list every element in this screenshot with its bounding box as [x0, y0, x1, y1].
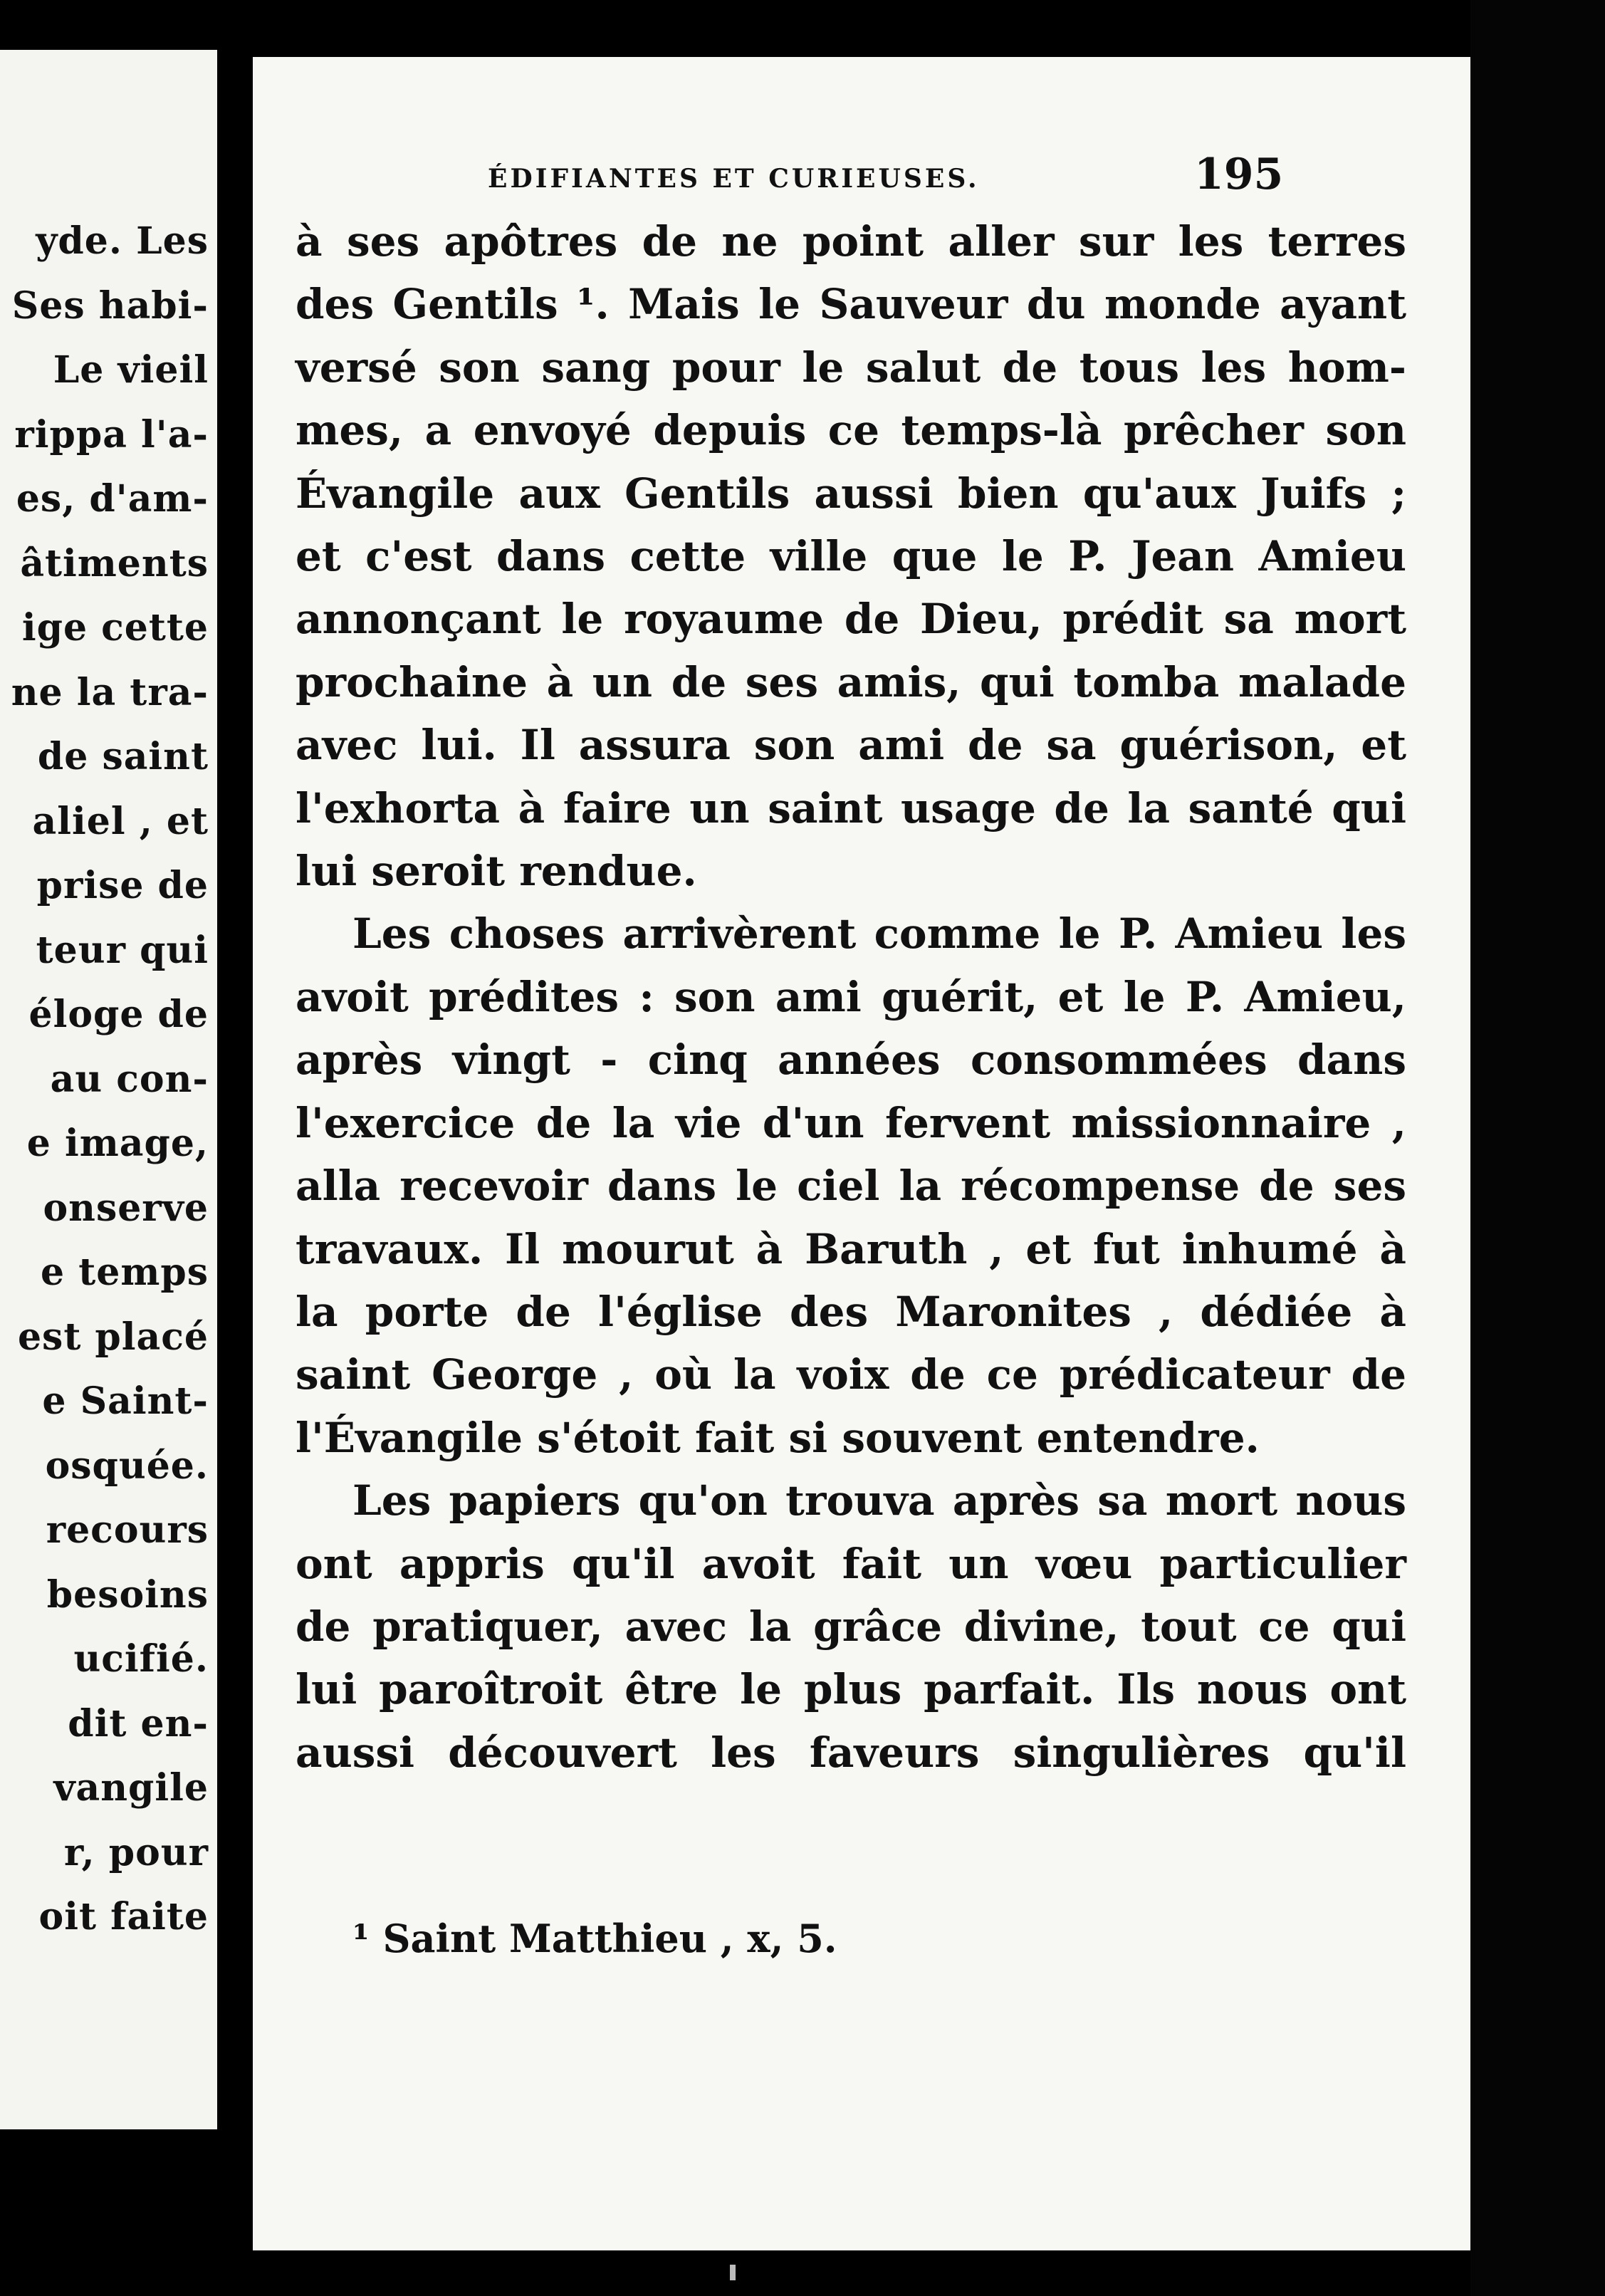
text-line: prochaine à un de ses amis, qui tomba malade	[296, 657, 1406, 706]
left-page-line: de saint	[37, 735, 209, 778]
text-line: ont appris qu'il avoit fait un vœu particulier	[296, 1539, 1406, 1588]
text-line: Les choses arrivèrent comme le P. Amieu les	[352, 909, 1406, 959]
right-page	[253, 57, 1470, 2250]
left-page-line: e temps	[41, 1251, 209, 1294]
text-line: avoit prédites : son ami guérit, et le P. Amieu,	[296, 972, 1406, 1021]
text-line: des Gentils ¹. Mais le Sauveur du monde ayant	[296, 280, 1406, 329]
text-line: Évangile aux Gentils aussi bien qu'aux Juifs ;	[296, 469, 1406, 518]
text-line: Les papiers qu'on trouva après sa mort nous	[352, 1476, 1406, 1525]
running-head: ÉDIFIANTES ET CURIEUSES.	[488, 164, 980, 194]
left-page-line: dit en-	[68, 1701, 209, 1746]
text-line: travaux. Il mourut à Baruth , et fut inhumé à	[296, 1224, 1406, 1273]
text-line: annonçant le royaume de Dieu, prédit sa mort	[296, 595, 1406, 644]
text-line: aussi découvert les faveurs singulières qu'il	[296, 1728, 1406, 1777]
text-line: la porte de l'église des Maronites , dédiée à	[296, 1287, 1406, 1336]
left-page-line: ige cette	[21, 606, 209, 649]
text-line: l'exhorta à faire un saint usage de la santé qui	[296, 783, 1406, 833]
text-line: l'exercice de la vie d'un fervent missionnaire ,	[296, 1098, 1406, 1147]
left-page-line: ucifié.	[73, 1637, 209, 1681]
left-page-line: yde. Les	[36, 219, 209, 263]
page-gutter	[217, 28, 253, 2165]
left-page-line: r, pour	[63, 1830, 209, 1874]
text-line: alla recevoir dans le ciel la récompense de ses	[296, 1162, 1406, 1211]
text-line: à ses apôtres de ne point aller sur les terres	[296, 217, 1406, 266]
left-page-line: osquée.	[45, 1444, 209, 1488]
text-line: saint George , où la voix de ce prédicateur de	[296, 1350, 1406, 1399]
text-line: avec lui. Il assura son ami de sa guérison, et	[296, 721, 1406, 770]
text-line: lui seroit rendue.	[296, 847, 697, 896]
left-page-line: âtiments	[20, 541, 209, 585]
text-line: de pratiquer, avec la grâce divine, tout ce qui	[296, 1602, 1406, 1651]
text-line: mes, a envoyé depuis ce temps-là prêcher son	[296, 406, 1406, 455]
left-page-line: vangile	[53, 1766, 209, 1810]
body-text	[296, 210, 1406, 1784]
left-page-line: au con-	[50, 1057, 209, 1101]
text-line: et c'est dans cette ville que le P. Jean Amieu	[296, 532, 1406, 581]
left-page-fragment	[0, 50, 217, 2129]
footnote: ¹ Saint Matthieu , x, 5.	[352, 1916, 837, 1961]
left-page-line: Le vieil	[53, 348, 209, 392]
left-page-line: teur qui	[36, 928, 209, 972]
left-page-line: recours	[46, 1508, 209, 1552]
book-edge	[1470, 0, 1605, 2296]
left-page-line: es, d'am-	[16, 477, 209, 521]
text-line: lui paroîtroit être le plus parfait. Ils nous ont	[296, 1665, 1406, 1714]
left-page-line: est placé	[17, 1315, 209, 1359]
left-page-line: ne la tra-	[11, 670, 209, 714]
left-page-line: éloge de	[28, 993, 209, 1036]
text-line: versé son sang pour le salut de tous les hom-	[296, 343, 1406, 392]
text-line: après vingt - cinq années consommées dans	[296, 1035, 1406, 1085]
left-page-line: aliel , et	[32, 799, 209, 843]
left-page-line: Ses habi-	[11, 283, 209, 328]
left-page-line: e Saint-	[42, 1379, 209, 1423]
left-page-line: prise de	[36, 864, 209, 907]
left-page-line: e image,	[26, 1122, 209, 1165]
left-page-line: oit faite	[38, 1895, 209, 1938]
page-number: 195	[1194, 150, 1284, 199]
left-page-line: rippa l'a-	[14, 412, 209, 456]
left-page-line: besoins	[46, 1572, 209, 1617]
text-line: l'Évangile s'étoit fait si souvent entendre.	[296, 1413, 1260, 1462]
margin-mark	[730, 2265, 736, 2280]
left-page-line: onserve	[43, 1186, 209, 1230]
